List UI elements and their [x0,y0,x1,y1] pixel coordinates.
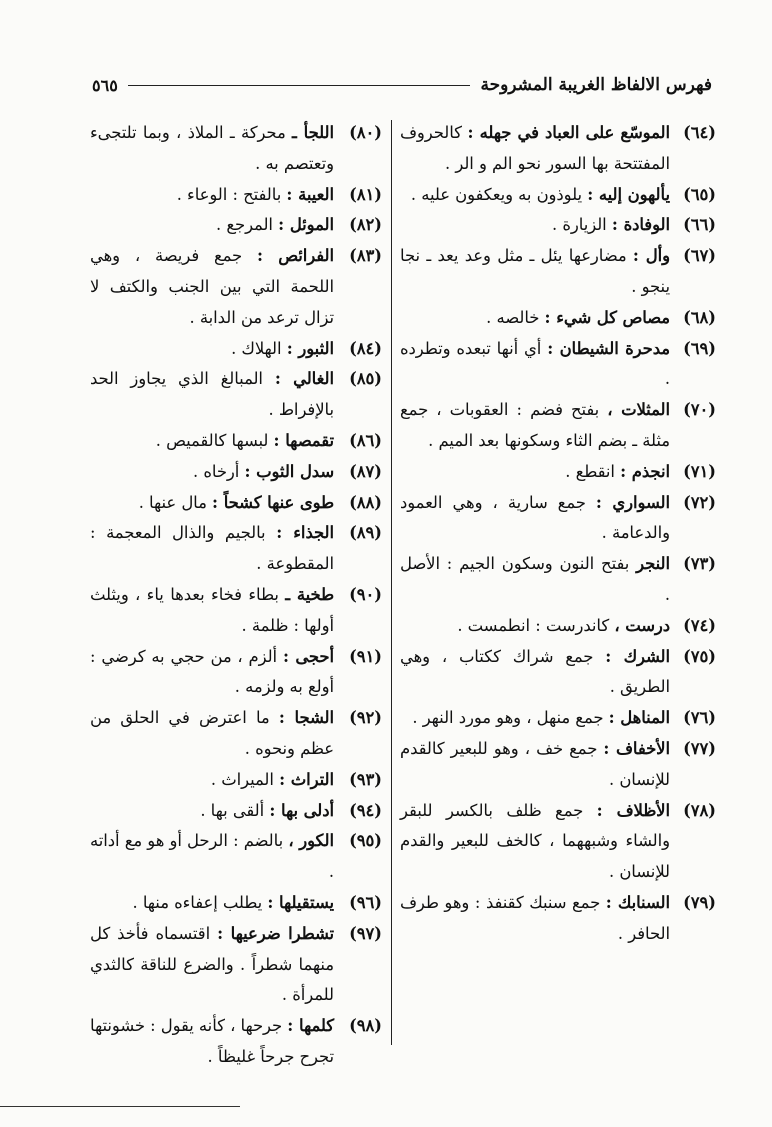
entry-body [400,488,670,550]
entry-body [400,888,670,950]
entry-headword: انجذم : [620,461,670,481]
entry-definition: محركة ـ الملاذ ، وبما تلتجىء وتعتصم به . [90,123,334,173]
entry-body [90,765,334,796]
entry-definition: جمع ظلف بالكسر للبقر والشاء وشبههما ، كالخف للبعير والقدم للإنسان . [400,800,670,882]
entry-number: (٩٢) [349,708,382,728]
entry-definition: انقطع . [565,461,615,481]
entry-definition: ما اعترض في الحلق من عظم ونحوه . [90,708,334,758]
entry-definition: خالصه . [486,307,540,327]
entry-body [400,611,670,642]
entry-number: (٧٨) [683,800,716,820]
entry-definition: كالحروف المفتتحة بها السور نحو الم و الر . [400,123,670,173]
entry-definition: كاندرست : انطمست . [457,615,610,635]
entry-headword: طخية ـ [285,584,334,604]
entry-body [400,734,670,796]
entry-definition: الزيارة . [552,215,607,235]
entry-body [90,919,334,1011]
entry-body [400,395,670,457]
entry-number: (٩١) [349,646,382,666]
entry-definition: مال عنها . [138,492,207,512]
glossary-entry [400,734,716,796]
entry-body [90,457,334,488]
glossary-entry [400,395,716,457]
entry-number: (٧٣) [683,554,716,574]
entry-headword: الموئل : [278,215,334,235]
entry-number: (٧٦) [683,708,716,728]
entry-definition: جمع فريصة ، وهي اللحمة التي بين الجنب والكتف لا تزال ترعد من الدابة . [90,246,334,327]
entry-headword: الغالي : [274,369,334,389]
entry-definition: اقتسماه فأخذ كل منهما شطراً . والضرع للناقة كالثدي للمرأة . [90,923,334,1005]
glossary-entry [90,241,382,333]
entry-body [400,703,670,734]
entry-number: (٩٦) [349,892,382,912]
entry-body [90,826,334,888]
entry-number: (٨٩) [349,523,382,543]
glossary-entry [400,334,716,396]
entry-number: (٦٧) [683,246,716,266]
glossary-entry [400,611,716,642]
entry-body [90,180,334,211]
entry-number: (٨٣) [349,246,382,266]
glossary-entry [400,703,716,734]
entry-definition: بفتح النون وسكون الجيم : الأصل . [400,554,670,604]
entry-definition: مضارعها يئل ـ مثل وعد يعد ـ نجا ينجو . [400,246,670,296]
entry-headword: أحجى : [282,646,334,666]
glossary-entry [90,703,382,765]
glossary-entry [90,919,382,1011]
entry-headword: سدل الثوب : [244,461,334,481]
entry-body [90,796,334,827]
entry-body [90,426,334,457]
entry-number: (٩٣) [349,769,382,789]
entry-number: (٧٢) [683,492,716,512]
glossary-entry [400,642,716,704]
entry-number: (٩٠) [349,584,382,604]
glossary-entry [90,1011,382,1073]
entry-body [400,457,670,488]
entry-headword: اللجأ ـ [292,123,334,142]
entry-number: (٨٢) [349,215,382,235]
glossary-entry [90,826,382,888]
entry-number: (٨٤) [349,338,382,358]
entry-definition: بالفتح : الوعاء . [176,184,282,204]
glossary-entry [90,796,382,827]
entry-definition: جمع سنبك كقنفذ : وهو طرف الحافر . [400,892,670,943]
entry-definition: الميراث . [210,769,274,789]
entry-body [90,642,334,704]
entry-headword: تشطرا ضرعيها : [217,923,335,943]
entry-headword: التراث : [279,769,334,789]
glossary-entry [400,457,716,488]
entry-definition: يلوذون به ويعكفون عليه . [410,184,582,204]
column-divider [391,120,392,1045]
entry-body [90,118,334,180]
glossary-entry [400,241,716,303]
entry-number: (٦٦) [683,215,716,235]
entry-number: (٩٥) [349,831,382,851]
entry-definition: ألقى بها . [200,800,265,820]
entry-definition: جمع سارية ، وهي العمود والدعامة . [400,492,670,543]
entry-headword: الشرك : [605,646,670,666]
glossary-entry [400,888,716,950]
entry-definition: أرخاه . [193,461,240,481]
entry-body [90,210,334,241]
footer-rule [0,1106,240,1107]
glossary-entry [400,796,716,888]
entry-body [400,642,670,704]
entry-body [400,334,670,396]
entry-number: (٨٧) [349,461,382,481]
glossary-entry [90,518,382,580]
entry-body [400,796,670,888]
page-number: ٥٦٥ [92,75,118,95]
right-column [400,118,716,950]
entry-definition: ألزم ، من حجي به كرضي : أولع به ولزمه . [90,646,334,697]
entry-number: (٧٤) [683,615,716,635]
entry-number: (٩٤) [349,800,382,820]
entry-definition: جمع شراك ككتاب ، وهي الطريق . [400,646,670,697]
entry-headword: الموسّع على العباد في جهله : [467,123,670,142]
entry-body [90,334,334,365]
entry-number: (٧٩) [683,892,716,912]
entry-definition: الهلاك . [231,338,282,358]
glossary-entry [90,180,382,211]
entry-headword: الثبور : [286,338,334,358]
entry-definition: جمع منهل ، وهو مورد النهر . [412,708,604,728]
glossary-entry [90,488,382,519]
entry-headword: الكور ، [288,831,334,851]
entry-headword: الجذاء : [276,523,334,543]
entry-body [90,580,334,642]
entry-body [400,210,670,241]
entry-body [400,118,670,180]
entry-definition: جمع خف ، وهو للبعير كالقدم للإنسان . [400,738,670,789]
entry-number: (٦٩) [683,338,716,358]
entry-headword: الفرائص : [256,246,334,266]
entry-headword: وأل : [632,246,670,266]
entry-headword: السنابك : [605,892,670,912]
entry-definition: بفتح فضم : العقوبات ، جمع مثلة ـ بضم الثاء وسكونها بعد الميم . [400,400,670,450]
entry-headword: درست ، [614,615,670,635]
entry-headword: الشجا : [278,708,334,728]
entry-body [90,364,334,426]
entry-headword: يألهون إليه : [587,184,670,204]
entry-headword: الوفادة : [611,215,670,235]
entry-body [400,303,670,334]
entry-number: (٦٤) [683,123,716,142]
entry-headword: مصاص كل شيء : [544,307,670,327]
entry-number: (٨٠) [349,123,382,142]
entry-number: (٦٨) [683,307,716,327]
entry-definition: بالضم : الرحل أو هو مع أداته . [90,831,334,882]
glossary-entry [90,765,382,796]
entry-definition: جرحها ، كأنه يقول : خشونتها تجرح جرحاً غليظاً . [90,1016,334,1066]
glossary-entry [400,303,716,334]
entry-headword: الأظلاف : [596,800,670,820]
entry-definition: بطاء فخاء بعدها ياء ، ويثلث أولها : ظلمة . [90,584,334,635]
entry-headword: السواري : [595,492,670,512]
entry-definition: المرجع . [215,215,273,235]
entry-number: (٩٨) [349,1016,382,1036]
glossary-entry [400,210,716,241]
entry-definition: المبالغ الذي يجاوز الحد بالإفراط . [90,369,334,420]
entry-definition: بالجيم والذال المعجمة : المقطوعة . [90,523,334,574]
glossary-entry [400,180,716,211]
entry-number: (٨٨) [349,492,382,512]
glossary-entry [90,364,382,426]
entry-headword: يستقيلها : [267,892,334,912]
entry-definition: يطلب إعفاءه منها . [132,892,263,912]
entry-headword: المناهل : [608,708,670,728]
header-rule [128,85,471,86]
entry-headword: طوى عنها كشحاً : [212,492,334,512]
glossary-entry [90,118,382,180]
glossary-entry [90,580,382,642]
glossary-entry [90,426,382,457]
left-column [90,118,382,1073]
entry-definition: أي أنها تبعده وتطرده . [400,338,670,389]
entry-body [400,180,670,211]
entry-number: (٨١) [349,184,382,204]
page-header [92,70,712,100]
entry-number: (٧٧) [683,738,716,758]
entry-number: (٦٥) [683,184,716,204]
running-title: فهرس الالفاظ الغريبة المشروحة [480,75,712,95]
entry-headword: كلمها : [287,1016,334,1036]
glossary-entry [90,457,382,488]
entry-number: (٧٥) [683,646,716,666]
entry-body [400,241,670,303]
entry-body [90,241,334,333]
entry-headword: المثلات ، [607,400,670,420]
glossary-entry [90,888,382,919]
entry-body [400,549,670,611]
glossary-entry [90,334,382,365]
entry-definition: لبسها كالقميص . [155,430,269,450]
entry-number: (٧١) [683,461,716,481]
entry-body [90,1011,334,1073]
entry-headword: تقمصها : [273,430,334,450]
entry-headword: مدحرة الشيطان : [547,338,670,358]
entry-number: (٨٦) [349,430,382,450]
entry-body [90,888,334,919]
glossary-entry [90,642,382,704]
entry-number: (٧٠) [683,400,716,420]
glossary-entry [400,118,716,180]
entry-number: (٨٥) [349,369,382,389]
entry-number: (٩٧) [349,923,382,943]
entry-body [90,488,334,519]
glossary-entry [90,210,382,241]
entry-headword: الأخفاف : [603,738,670,758]
entry-body [90,518,334,580]
entry-headword: أدلى بها : [269,800,334,820]
entry-headword: النجر [636,554,670,574]
glossary-entry [400,488,716,550]
entry-headword: العيبة : [286,184,334,204]
glossary-entry [400,549,716,611]
entry-body [90,703,334,765]
